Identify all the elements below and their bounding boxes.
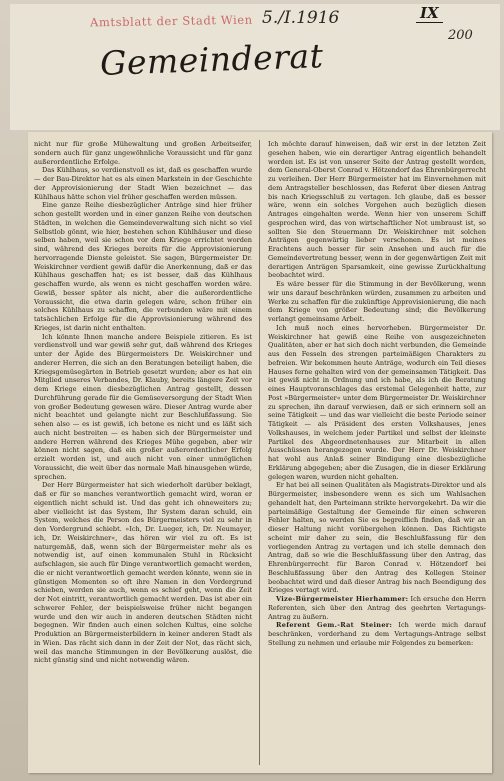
- paragraph: [34, 166, 252, 201]
- paragraph: [268, 481, 486, 595]
- column-divider: [259, 140, 260, 765]
- paragraph: [34, 481, 252, 665]
- paragraph-text: Ich werde mich darauf beschränken, vorderhand zu dem Vertagungs-Antrage selbst Stellung zu nehmen und erlaube mir Folgendes zu bemerken:: [268, 621, 486, 647]
- paragraph: [34, 140, 252, 166]
- paragraph: [268, 595, 486, 621]
- paragraph-text: Eine ganze Reihe diesbezüglicher Anträge sind hier früher schon gestellt worden und in einer ganzen Reihe von deutschen Städten, in welchen die Gemeindeverwaltung sich nicht so viel Selbstlob gönnt, wie hier, bestehen schon Kühlhäuser und diese selben haben, weil sie schon vor dem Kriege errichtet worden sind, während des Krieges bereits für die Approvisionierung hervorragende Dienste geleistet. Sie sagen, Bürgermeister Dr. Weiskirchner verdient gewiß dafür die Anerkennung, daß er das Kühlhaus geschaffen hat; es ist besser, daß das Kühlhaus geschaffen wurde, als wenn es nicht geschaffen worden wäre. Gewiß, besser später als nicht, aber die außerordentliche Voraussicht, die etwa darin gelegen wäre, schon früher ein solches Kühlhaus zu schaffen, die verbunden wäre mit einem tatsächlichen Erfolge für die Approvisionierung während des Krieges, ist darin nicht enthalten.: [34, 201, 252, 332]
- paragraph-text: Ich könnte Ihnen manche andere Beispiele zitieren. Es ist verdienstvoll und war gewiß sehr gut, daß während des Krieges unter der Ägide des Bürgermeisters Dr. Weiskirchner und anderer Herren, die sich an den Beratungen beteiligt haben, die Kriegsgemüsegärten in Betrieb gesetzt wurden; aber es hat ein Mitglied unseres Verbandes, Dr. Klauby, bereits längere Zeit vor dem Kriege einen diesbezüglichen Antrag gestellt, dessen Durchführung gerade für die Gemüseversorgung der Stadt Wien von großer Bedeutung gewesen wäre. Dieser Antrag wurde aber nicht beachtet und gelangte nicht zur Beschlußfassung. Sie sehen also — es ist gewiß, ich betone es nicht und es läßt sich auch nicht bestreiten — es haben sich der Bürgermeister und andere Herren während des Krieges Mühe gegeben, aber wir können nicht sagen, daß ein großer außerordentlicher Erfolg erzielt worden ist, und auch nicht von einer unmöglichen Voraussicht, die weit über das normale Maß hinausgehen würde, sprechen.: [34, 332, 252, 481]
- paragraph-text: Ich möchte darauf hinweisen, daß wir erst in der letzten Zeit gesehen haben, wie ein derartiger Antrag eigentlich behandelt worden ist. Es ist von unserer Seite der Antrag gestellt worden, dem General-Oberst Conrad v. Hötzendorf das Ehrenbürgerrecht zu verleihen. Der Herr Bürgermeister hat im Einvernehmen mit dem Antragsteller beschlossen, das Referat über diesen Antrag bis nach Kriegsschluß zu vertagen. Ich glaube, daß es besser wäre, wenn ein solches Vorgehen auch bezüglich diesen Antrages eingehalten werde. Wenn hier von unserem Schiff gesprochen wird, das von wirtschaftlicher Not umbraust ist, so sollten Sie den Steuermann Dr. Weiskirchner mit solchen Anträgen gegenwärtig lieber verschonen. Es ist meines Erachtens auch besser für sein Ansehen und auch für die Gemeindevertretung besser, wenn in der gegenwärtigen Zeit mit derartigen Anträgen Sparsamkeit, eine gewisse Zurückhaltung beobachtet wird.: [268, 140, 486, 280]
- handwritten-title: Gemeinderat: [99, 36, 325, 83]
- paragraph: [268, 140, 486, 280]
- handwritten-page-number: 200: [448, 28, 473, 43]
- right-column: [268, 140, 486, 768]
- paragraph-text: nicht nur für große Mühewaltung und großen Arbeitseifer, sondern auch für ganz ungewöhnliche Voraussicht und für ganz außerordentliche Erfolge.: [34, 140, 252, 166]
- paragraph: [268, 324, 486, 482]
- paragraph-text: Ich ersuche den Herrn Referenten, sich über den Antrag des geehrten Vertagungs-Antrag zu äußern.: [268, 595, 486, 621]
- paragraph-text: Ich muß noch eines hervorheben. Bürgermeister Dr. Weiskirchner hat gewiß eine Reihe von ausgezeichneten Qualitäten, aber er hat sich doch nicht verbunden, die Gemeinde aus den Fesseln des strengen parteimäßigen Charakters zu befreien. Wir bekommen heute Anträge, wodurch ein Teil dieses Hauses ferne gehalten wird von der gemeinsamen Tätigkeit. Das ist gewiß nicht in Ordnung und ich habe, als ich die Beratung eines Hauptvoranschlages das erstemal Gelegenheit hatte, zur Post »Bürgermeister« unter dem Bürgermeister Dr. Weiskirchner zu sprechen, ihn darauf verwiesen, daß er sich erinnern soll an seine Tätigkeit — und das war vielleicht die beste Periode seiner Tätigkeit — als Präsident des ersten Volkshauses, jenes Volkshauses, in welchem jeder Partikel und selbst der kleinste Partikel des Abgeordnetenhauses zur Mitarbeit in allen Ausschüssen herangezogen wurde. Der Herr Dr. Weiskirchner hat wohl aus Anlaß seiner Bindigung eine diesbezügliche Erklärung abgegeben; aber die Zusagen, die in dieser Erklärung gelegen waren, wurden nicht gehalten.: [268, 323, 486, 481]
- paragraph: [268, 280, 486, 324]
- paragraph-text: Er hat bei all seinen Qualitäten als Magistrats-Direktor und als Bürgermeister, insbesondere wenn es sich um Wahlsachen gehandelt hat, den Parteimann strikte hervorgekehrt. Da wir die parteimäßige Gestaltung der Gemeinde für einen schweren Fehler halten, so werden Sie es begreiflich finden, daß wir an dieser Haltung nicht vorübergehen können. Das Richtigste scheint mir daher zu sein, die Beschlußfassung für den vorliegenden Antrag zu vertagen und ich stelle demnach den Antrag, daß so wie die Beschlußfassung über den Antrag, das Ehrenbürgerrecht für Baron Conrad v. Hötzendorf bei Beschlußfassung über den Antrag des Kollegen Steiner beobachtet wird und daß dieser Antrag bis nach Beendigung des Krieges vertagt wird.: [268, 481, 486, 595]
- handwritten-number: IX: [416, 4, 443, 23]
- paragraph-text: Das Kühlhaus, so verdienstvoll es ist, daß es geschaffen wurde — der Bau-Direktor hat es als einen Markstein in der Geschichte der Approvisionierung der Stadt Wien bezeichnet — das Kühlhaus hätte schon viel früher geschaffen werden müssen.: [34, 166, 252, 201]
- paragraph-text: Es wäre besser für die Stimmung in der Bevölkerung, wenn wir uns darauf beschränken würden, zusammen zu arbeiten und Werke zu schaffen für die zukünftige Approvisionierung, die nach dem Kriege von größer Bedeutung sind; die Bevölkerung verlangt gemeinsame Arbeit.: [268, 280, 486, 323]
- paragraph: [268, 621, 486, 647]
- paragraph: [34, 333, 252, 482]
- speaker-name: Referent Gem.-Rat Steiner:: [276, 621, 393, 630]
- source-stamp: Amtsblatt der Stadt Wien: [89, 12, 253, 30]
- newspaper-clipping: [28, 132, 492, 773]
- paragraph: [34, 201, 252, 332]
- left-column: [34, 140, 252, 768]
- speaker-name: Vize-Bürgermeister Hierhammer:: [276, 595, 409, 603]
- handwritten-date: 5./I.1916: [262, 8, 340, 28]
- paragraph-text: Der Herr Bürgermeister hat sich wiederholt darüber beklagt, daß er für so manches verantwortlich gemacht wird, woran er eigentlich nicht schuld ist. Und das geht ich ohneweiters zu; aber vielleicht ist das System, Ihr System daran schuld, ein System, welches die Person des Bürgermeisters viel zu sehr in den Vordergrund schiebt. »Ich, Dr. Lueger, ich, Dr. Neumayer, ich, Dr. Weiskirchner«, das hören wir viel zu oft. Es ist naturgemäß, daß, wenn sich der Bürgermeister mehr als es notwendig ist, auf einen kommunalen Stuhl in Rücksicht aufschlagen, sie auch für Dinge verantwortlich gemacht werden, die er nicht verantwortlich gemacht werden könnte, wenn sie in günstigen Momenten so oft ihre Namen in den Vordergrund schieben, werden sie auch, wenn es schief geht, wenn die Zeit der Not eintritt, verantwortlich gemacht werden. Das ist aber ein schwerer Fehler, der beispielsweise früher nicht begangen wurde und den wir auch in anderen deutschen Städten nicht begegnen. Wir finden auch einen solchen Kultus, eine solche Produktion an Bürgermeisterbildern in keiner anderen Stadt als in Wien. Das rächt sich dann in der Zeit der Not, das rächt sich, weil das manche Stimmungen in der Bevölkerung auslöst, die nicht günstig sind und nicht notwendig wären.: [34, 481, 252, 665]
